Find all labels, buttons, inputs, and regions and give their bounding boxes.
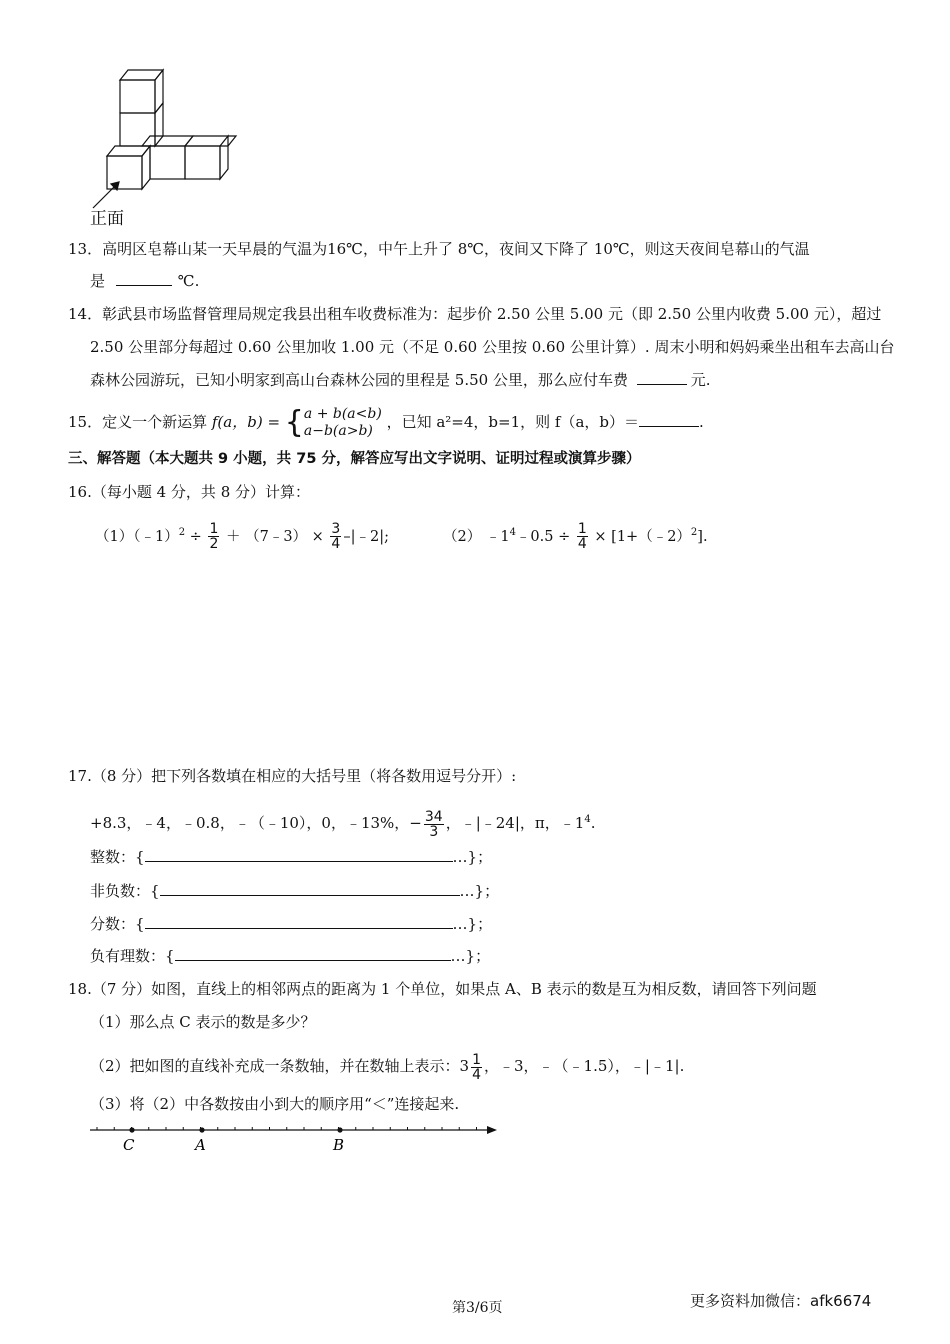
fill-row-end: …}； bbox=[459, 882, 500, 900]
point-b bbox=[337, 1127, 342, 1132]
q16-p2-sup1: 4 bbox=[509, 527, 516, 538]
fill-row-negative-rational bbox=[90, 945, 490, 967]
label-b: B bbox=[333, 1136, 345, 1154]
q16-p2-frac-den: 4 bbox=[577, 536, 587, 553]
q16-p1-b: ÷ bbox=[185, 528, 202, 545]
question-13-cont bbox=[90, 270, 199, 292]
q15-end: . bbox=[699, 413, 704, 431]
q18-p2-b: ，﹣3，﹣（﹣1.5），﹣|﹣1|. bbox=[484, 1057, 685, 1075]
question-18-part2 bbox=[90, 1046, 684, 1086]
page-number: 第3/6页 bbox=[452, 1300, 503, 1316]
q16-p2-frac bbox=[577, 522, 588, 551]
fill-row-input[interactable] bbox=[160, 880, 460, 896]
q13-post: ℃. bbox=[177, 272, 200, 290]
question-15 bbox=[68, 404, 704, 440]
q18-p2-a: （2）把如图的直线补充成一条数轴，并在数轴上表示：3 bbox=[90, 1057, 470, 1075]
q16-p2-d: ]. bbox=[697, 528, 708, 545]
q16-p1-sup: 2 bbox=[178, 527, 186, 538]
section-3-title: 三、解答题（本大题共 9 小题，共 75 分，解答应写出文字说明、证明过程或演算步骤） bbox=[68, 451, 641, 467]
q17-frac-den: 3 bbox=[429, 823, 439, 840]
fill-row-label: 负有理数：{ bbox=[90, 947, 175, 965]
fill-row-label: 分数：{ bbox=[90, 915, 145, 933]
question-14-line3 bbox=[90, 369, 711, 391]
q16-p2-b: ﹣0.5 ÷ bbox=[515, 528, 571, 545]
q15-case2: a−b(a>b) bbox=[303, 423, 373, 439]
q14-post: 元. bbox=[690, 371, 711, 389]
question-14-line2: 2.50 公里部分每超过 0.60 公里加收 1.00 元（不足 0.60 公里按 0.60 公里计算）. 周末小明和妈妈乘坐出租车去高山台 bbox=[90, 338, 895, 356]
number-line bbox=[85, 1118, 505, 1158]
q15-answer-blank[interactable] bbox=[639, 412, 699, 427]
q16-p1-frac2-den: 4 bbox=[331, 536, 341, 553]
fill-row-end: …}； bbox=[450, 947, 491, 965]
q15-pre: 15．定义一个新运算 bbox=[68, 413, 208, 431]
q16-p1-frac1-num: 1 bbox=[209, 521, 219, 538]
question-14-line1: 14．彰武县市场监督管理局规定我县出租车收费标准为：起步价 2.50 公里 5.00 元（即 2.50 公里内收费 5.00 元），超过 bbox=[68, 305, 882, 323]
q15-case1: a + b(a<b) bbox=[303, 406, 382, 422]
q16-p1-d: –|﹣2|; bbox=[343, 528, 389, 545]
question-13: 13．高明区皂幕山某一天早晨的气温为16℃，中午上升了 8℃，夜间又下降了 10℃，则这天夜间皂幕山的气温 bbox=[68, 240, 810, 258]
q16-p1-frac1-den: 2 bbox=[209, 536, 219, 553]
q14-pre: 森林公园游玩，已知小明家到高山台森林公园的里程是 5.50 公里，那么应付车费 bbox=[90, 371, 628, 389]
fill-row-input[interactable] bbox=[145, 846, 453, 862]
q16-p1-frac1 bbox=[208, 522, 219, 551]
q15-func: f(a，b) = bbox=[211, 413, 281, 431]
q15-cases bbox=[304, 406, 382, 440]
fill-row-end: …}； bbox=[452, 915, 493, 933]
q16-p1-a: （1）（﹣1） bbox=[95, 528, 179, 545]
q16-p2-frac-num: 1 bbox=[577, 521, 587, 538]
point-a bbox=[199, 1127, 204, 1132]
label-c: C bbox=[123, 1136, 135, 1154]
fill-row-end: …}； bbox=[452, 848, 493, 866]
q16-p2-c: × [1+（﹣2） bbox=[594, 528, 691, 545]
footer-ad: 更多资料加微信：afk6674 bbox=[690, 1292, 872, 1310]
q17-numbers-sup: 4 bbox=[584, 814, 591, 825]
q17-frac-num: 34 bbox=[424, 808, 443, 825]
q15-brace: { bbox=[284, 405, 304, 440]
question-16-part1 bbox=[95, 513, 389, 557]
fill-row-input[interactable] bbox=[175, 945, 451, 961]
question-18-part1: （1）那么点 C 表示的数是多少？ bbox=[90, 1013, 316, 1031]
q18-frac-num: 1 bbox=[472, 1051, 482, 1068]
point-c bbox=[129, 1127, 134, 1132]
q16-p2-a: （2） ﹣1 bbox=[443, 528, 510, 545]
q13-answer-blank[interactable] bbox=[116, 271, 172, 286]
q16-p2-sup2: 2 bbox=[690, 527, 698, 538]
question-17-title: 17.（8 分）把下列各数填在相应的大括号里（将各数用逗号分开）: bbox=[68, 767, 517, 785]
question-16-title: 16.（每小题 4 分，共 8 分）计算： bbox=[68, 483, 311, 501]
fill-row-label: 非负数：{ bbox=[90, 882, 160, 900]
figure-label: 正面 bbox=[90, 209, 124, 229]
question-18-part3: （3）将（2）中各数按由小到大的顺序用“＜”连接起来. bbox=[90, 1095, 460, 1113]
fill-row-integers bbox=[90, 846, 492, 868]
q18-frac-den: 4 bbox=[472, 1066, 482, 1083]
q16-p1-frac2-num: 3 bbox=[331, 521, 341, 538]
q13-pre: 是 bbox=[90, 272, 106, 290]
question-16-part2 bbox=[443, 513, 708, 557]
question-17-numbers bbox=[90, 800, 595, 843]
question-18-title: 18.（7 分）如图，直线上的相邻两点的距离为 1 个单位，如果点 A、B 表示的数是互为相反数，请回答下列问题 bbox=[68, 980, 817, 998]
q17-numbers-b: ，﹣|﹣24|，π，﹣1 bbox=[445, 814, 585, 832]
q15-post: ，已知 a²=4，b=1，则 f（a，b）＝ bbox=[386, 413, 639, 431]
q17-numbers-c: . bbox=[590, 814, 596, 832]
q16-p1-frac2 bbox=[330, 522, 341, 551]
q18-frac bbox=[471, 1053, 482, 1082]
fill-row-input[interactable] bbox=[145, 913, 453, 929]
q17-numbers-a: +8.3，﹣4，﹣0.8，﹣（﹣10），0，﹣13%，− bbox=[90, 814, 422, 832]
q16-p1-c: ＋ （7﹣3） × bbox=[225, 528, 324, 545]
q17-frac bbox=[424, 810, 444, 839]
q14-answer-blank[interactable] bbox=[637, 370, 687, 385]
label-a: A bbox=[195, 1136, 206, 1154]
fill-row-fractions bbox=[90, 913, 492, 935]
fill-row-nonnegative bbox=[90, 880, 499, 902]
fill-row-label: 整数：{ bbox=[90, 848, 145, 866]
